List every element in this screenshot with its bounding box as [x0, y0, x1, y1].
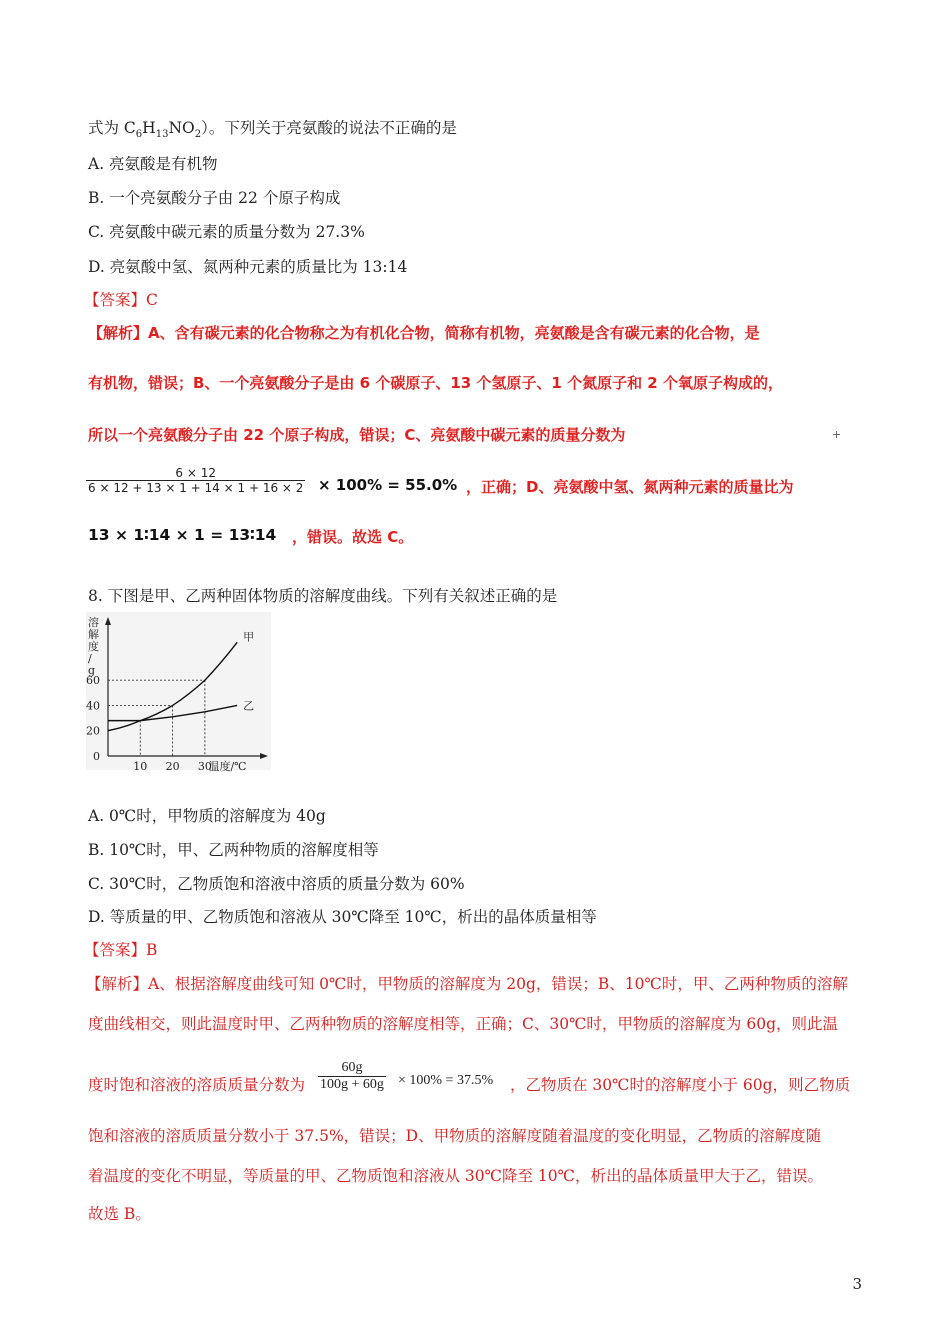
q7-analysis-line2: 有机物，错误；B、一个亮氨酸分子是由 6 个碳原子、13 个氢原子、1 个氮原子和 2 个氧原子构成的，: [88, 374, 783, 392]
y-tick-label: 40: [86, 699, 100, 713]
q7-option-a: A. 亮氨酸是有机物: [88, 155, 218, 173]
q8-answer: 【答案】B: [84, 941, 158, 959]
series-label-jia: 甲: [243, 630, 255, 644]
q8-analysis-line1: 【解析】A、根据溶解度曲线可知 0℃时，甲物质的溶解度为 20g，错误；B、10℃时，甲、乙两种物质的溶解: [86, 975, 848, 993]
stray-mark: +: [832, 428, 842, 441]
solubility-chart: [86, 612, 276, 772]
y-axis-label-char: 溶: [88, 616, 99, 629]
q8-fraction-denominator: 100g + 60g: [320, 1077, 384, 1092]
q8-fraction-numerator: 60g: [341, 1060, 363, 1075]
y-axis-label-char: g: [88, 664, 96, 677]
q8-option-b: B. 10℃时，甲、乙两种物质的溶解度相等: [88, 841, 379, 859]
q7-fraction-result: × 100% = 55.0%: [318, 476, 458, 494]
q8-analysis-line2: 度曲线相交，则此温度时甲、乙两种物质的溶解度相等，正确；C、30℃时，甲物质的溶解度为 60g，则此温: [88, 1015, 838, 1033]
q8-analysis-line4: 饱和溶液的溶质质量分数小于 37.5%，错误；D、甲物质的溶解度随着温度的变化明显，乙物质的溶解度随: [88, 1127, 822, 1145]
x-tick-label: 10: [133, 760, 148, 772]
q8-fraction: [318, 1060, 386, 1093]
q8-stem: 8. 下图是甲、乙两种固体物质的溶解度曲线。下列有关叙述正确的是: [88, 587, 558, 605]
q8-analysis-line3-tail: ，乙物质在 30℃时的溶解度小于 60g，则乙物质: [510, 1076, 851, 1094]
q7-option-c: C. 亮氨酸中碳元素的质量分数为 27.3%: [88, 223, 365, 241]
q7-fraction-denominator: 6 × 12 + 13 × 1 + 14 × 1 + 16 × 2: [88, 481, 304, 495]
q7-analysis-line4: ，正确；D、亮氨酸中氢、氮两种元素的质量比为: [466, 478, 794, 496]
q7-option-b: B. 一个亮氨酸分子由 22 个原子构成: [88, 189, 341, 207]
y-axis-label-char: 解: [88, 628, 99, 641]
q8-analysis-line5: 着温度的变化不明显，等质量的甲、乙物质饱和溶液从 30℃降至 10℃，析出的晶体质量甲大于乙，错误。: [88, 1167, 823, 1185]
q8-option-a: A. 0℃时，甲物质的溶解度为 40g: [88, 807, 326, 825]
q7-analysis-line3: 所以一个亮氨酸分子由 22 个原子构成，错误；C、亮氨酸中碳元素的质量分数为: [88, 426, 626, 444]
y-tick-label: 0: [93, 750, 100, 763]
q7-answer: 【答案】C: [84, 291, 158, 309]
y-tick-label: 60: [86, 674, 100, 688]
q7-analysis-line1: 【解析】A、含有碳元素的化合物称之为有机化合物，简称有机物，亮氨酸是含有碳元素的化合物，是: [88, 324, 760, 342]
y-axis-label-char: 度: [88, 640, 99, 653]
q7-ratio: 13 × 1∶14 × 1 = 13∶14: [88, 526, 277, 544]
q8-analysis-line6: 故选 B。: [88, 1205, 151, 1223]
q7-fraction: [86, 466, 305, 495]
q8-fraction-result: × 100% = 37.5%: [398, 1073, 494, 1088]
q8-analysis-line3-head: 度时饱和溶液的溶质质量分数为: [88, 1076, 306, 1094]
y-axis-label-char: /: [88, 652, 92, 665]
q7-stem: 式为 $C_6H_{13}NO_2$）。下列关于亮氨酸的说法不正确的是: [88, 119, 457, 141]
page-number: 3: [852, 1275, 862, 1293]
q7-analysis-line5: ，错误。故选 C。: [292, 528, 414, 546]
x-tick-label: 20: [165, 760, 180, 772]
q8-option-d: D. 等质量的甲、乙物质饱和溶液从 30℃降至 10℃，析出的晶体质量相等: [88, 908, 597, 926]
q8-option-c: C. 30℃时，乙物质饱和溶液中溶质的质量分数为 60%: [88, 875, 465, 893]
x-tick-label: 30: [197, 760, 212, 772]
y-tick-label: 20: [86, 724, 100, 738]
q7-fraction-numerator: 6 × 12: [175, 466, 216, 480]
q7-option-d: D. 亮氨酸中氢、氮两种元素的质量比为 13:14: [88, 258, 408, 276]
x-axis-label: 温度/℃: [208, 760, 247, 772]
series-label-yi: 乙: [243, 699, 255, 713]
